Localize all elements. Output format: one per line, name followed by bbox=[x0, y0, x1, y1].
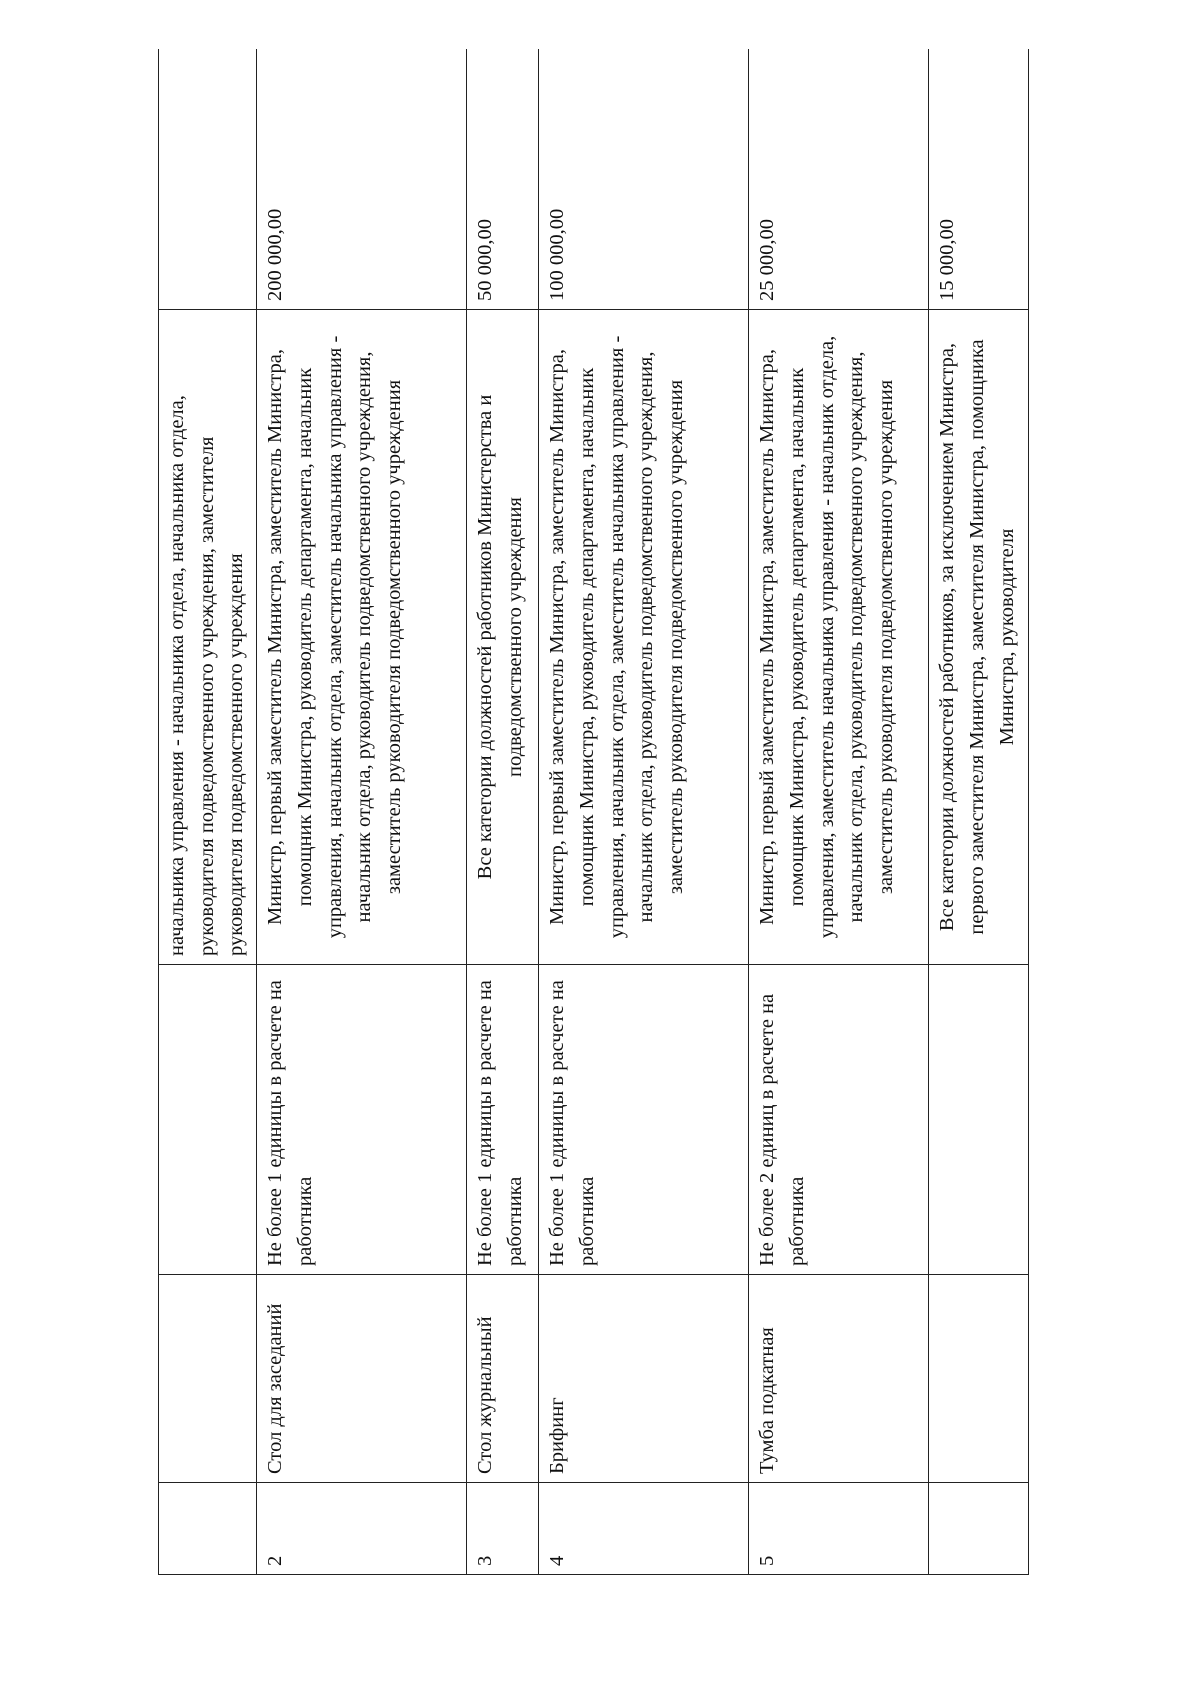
cell-price: 200 000,00 bbox=[257, 50, 467, 310]
document-page bbox=[158, 50, 1081, 1575]
rotated-table-container bbox=[158, 50, 1081, 1575]
cell-num: 3 bbox=[467, 1483, 539, 1575]
cell-name: Стол для заседаний bbox=[257, 1275, 467, 1483]
cell-price bbox=[159, 50, 257, 310]
cell-name: Стол журнальный bbox=[467, 1275, 539, 1483]
cell-quantity: Не более 1 единицы в расчете на работника bbox=[467, 965, 539, 1275]
table-row bbox=[257, 50, 467, 1575]
cell-name: Тумба подкатная bbox=[749, 1275, 929, 1483]
cell-quantity bbox=[929, 965, 1029, 1275]
cell-quantity: Не более 1 единицы в расчете на работника bbox=[257, 965, 467, 1275]
cell-price: 100 000,00 bbox=[539, 50, 749, 310]
cell-name bbox=[159, 1275, 257, 1483]
cell-positions: Все категории должностей работников Министерства и подведомственного учреждения bbox=[467, 310, 539, 965]
cell-price: 15 000,00 bbox=[929, 50, 1029, 310]
cell-num: 2 bbox=[257, 1483, 467, 1575]
cell-positions: Министр, первый заместитель Министра, заместитель Министра, помощник Министра, руководитель департамента, начальник управления, начальник отдела, заместитель начальника управления - начальник отдела, руководитель подведомственного учреждения, заместитель руководителя подведомственного учреждения bbox=[257, 310, 467, 965]
table-row bbox=[467, 50, 539, 1575]
table-row bbox=[749, 50, 929, 1575]
furniture-norms-table bbox=[158, 50, 1029, 1576]
cell-num bbox=[929, 1483, 1029, 1575]
cell-quantity: Не более 1 единицы в расчете на работника bbox=[539, 965, 749, 1275]
cell-positions: Все категории должностей работников, за исключением Министра, первого заместителя Министра, заместителя Министра, помощника Министра, руководителя bbox=[929, 310, 1029, 965]
cell-positions: Министр, первый заместитель Министра, заместитель Министра, помощник Министра, руководитель департамента, начальник управления, начальник отдела, заместитель начальника управления - начальник отдела, руководитель подведомственного учреждения, заместитель руководителя подведомственного учреждения bbox=[539, 310, 749, 965]
table-row bbox=[929, 50, 1029, 1575]
cell-positions: Министр, первый заместитель Министра, заместитель Министра, помощник Министра, руководитель департамента, начальник управления, заместитель начальника управления - начальник отдела, начальник отдела, руководитель подведомственного учреждения, заместитель руководителя подведомственного учреждения bbox=[749, 310, 929, 965]
cell-num bbox=[159, 1483, 257, 1575]
cell-price: 50 000,00 bbox=[467, 50, 539, 310]
cell-quantity bbox=[159, 965, 257, 1275]
cell-positions: начальника управления - начальника отдела, начальника отдела, руководителя подведомственного учреждения, заместителя руководителя подведомственного учреждения bbox=[159, 310, 257, 965]
cell-name: Брифинг bbox=[539, 1275, 749, 1483]
cell-num: 4 bbox=[539, 1483, 749, 1575]
cell-num: 5 bbox=[749, 1483, 929, 1575]
cell-price: 25 000,00 bbox=[749, 50, 929, 310]
table-row bbox=[159, 50, 257, 1575]
table-row bbox=[539, 50, 749, 1575]
cell-quantity: Не более 2 единиц в расчете на работника bbox=[749, 965, 929, 1275]
cell-name bbox=[929, 1275, 1029, 1483]
